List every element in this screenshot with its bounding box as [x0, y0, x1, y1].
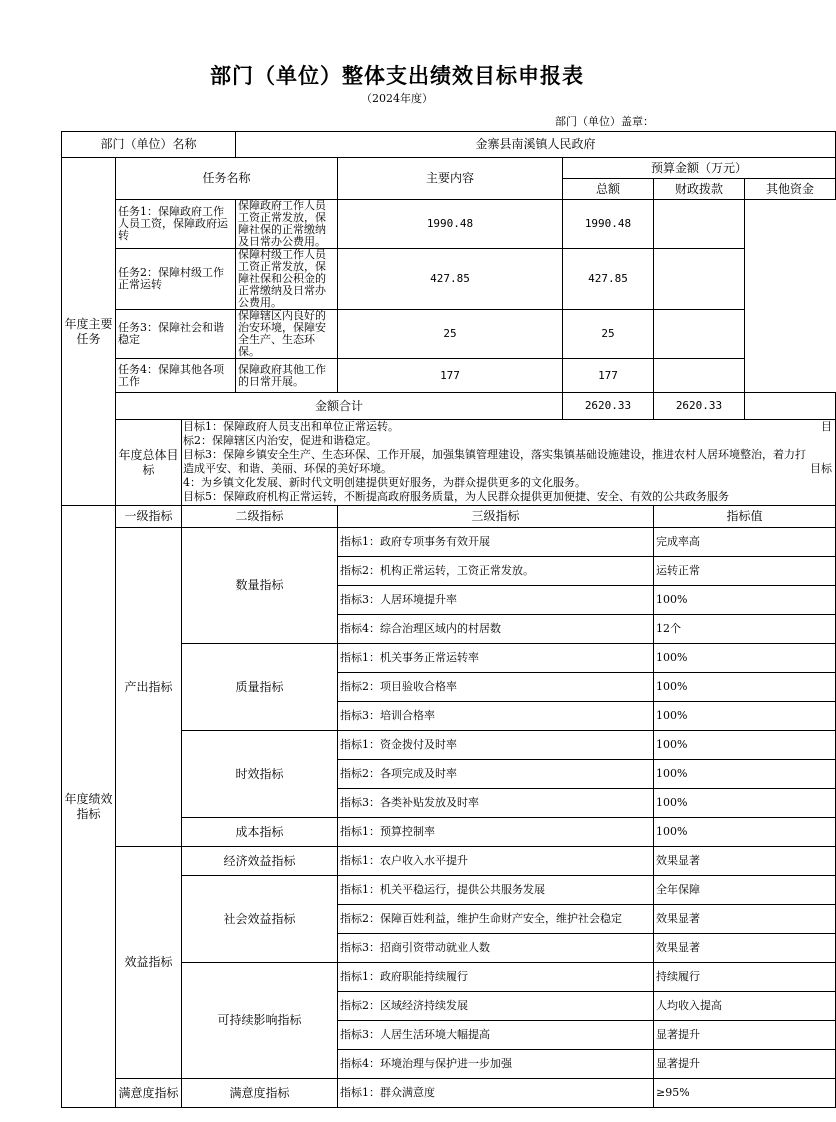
dept-label: 部门（单位）名称 — [62, 132, 236, 158]
indicator-value: 人均收入提高 — [654, 992, 836, 1021]
goals-text — [182, 420, 836, 506]
task-row — [62, 249, 836, 310]
tasks-header-row-1 — [62, 158, 836, 179]
task-content-header: 主要内容 — [338, 158, 563, 200]
form-title: 部门（单位）整体支出绩效目标申报表 — [210, 64, 584, 88]
indicator-value: 效果显著 — [654, 905, 836, 934]
task-name: 任务3：保障社会和谐稳定 — [116, 310, 236, 359]
form-body — [62, 132, 836, 1108]
indicator-value: 全年保障 — [654, 876, 836, 905]
form-year: （2024年度） — [361, 92, 433, 105]
task-name-header: 任务名称 — [116, 158, 338, 200]
goal-line: 目标1：保障政府人员支出和单位正常运转。 — [183, 420, 399, 433]
indicator-name: 指标1：机关平稳运行，提供公共服务发展 — [338, 876, 654, 905]
indicator-name: 指标2：保障百姓利益，维护生命财产安全，维护社会稳定 — [338, 905, 654, 934]
level2-cell: 可持续影响指标 — [182, 963, 338, 1079]
indicator-name: 指标3：人居生活环境大幅提高 — [338, 1021, 654, 1050]
indicator-value: 完成率高 — [654, 528, 836, 557]
indicator-value: 显著提升 — [654, 1050, 836, 1079]
task-total: 25 — [338, 310, 563, 359]
indicator-value: 100% — [654, 731, 836, 760]
task-total: 177 — [338, 359, 563, 393]
level2-cell: 时效指标 — [182, 731, 338, 818]
indicator-name: 指标1：机关事务正常运转率 — [338, 644, 654, 673]
indicator-row — [62, 1079, 836, 1108]
stamp-label: 部门（单位）盖章： — [555, 115, 654, 128]
task-fiscal: 427.85 — [563, 249, 654, 310]
goal-line: 4：为乡镇文化发展、新时代文明创建提供更好服务，为群众提供更多的文化服务。 — [183, 476, 586, 489]
indicator-name: 指标2：项目验收合格率 — [338, 673, 654, 702]
goal-line: 目标3：保障乡镇安全生产、生态环保、工作开展，加强集镇管理建设，落实集镇基础设施建设，推进农村人居环境整治，着力打 — [183, 448, 806, 461]
sum-label: 金额合计 — [116, 393, 563, 420]
goal-line: 目标5：保障政府机构正常运转，不断提高政府服务质量，为人民群众提供更加便捷、安全、有效的公共政务服务 — [183, 490, 729, 503]
indicator-name: 指标3：招商引资带动就业人数 — [338, 934, 654, 963]
indicator-value: 100% — [654, 673, 836, 702]
indicator-name: 指标2：区域经济持续发展 — [338, 992, 654, 1021]
task-name: 任务1：保障政府工作人员工资，保障政府运转 — [116, 200, 236, 249]
indicator-name: 指标2：各项完成及时率 — [338, 760, 654, 789]
goal-line-tail: 目 — [821, 420, 833, 433]
level2-cell: 成本指标 — [182, 818, 338, 847]
goal-line: 造成平安、和谐、美丽、环保的美好环境。 — [183, 462, 392, 475]
level2-cell: 满意度指标 — [182, 1079, 338, 1108]
indicator-row — [62, 528, 836, 557]
level1-cell: 效益指标 — [116, 847, 182, 1079]
indicator-value: 12个 — [654, 615, 836, 644]
tasks-section-label: 年度主要任务 — [62, 158, 116, 506]
indicator-name: 指标1：政府职能持续履行 — [338, 963, 654, 992]
task-row — [62, 200, 836, 249]
indicator-name: 指标3：人居环境提升率 — [338, 586, 654, 615]
sum-other — [745, 393, 836, 420]
task-content: 保障政府其他工作的日常开展。 — [236, 359, 338, 393]
indicator-name: 指标1：预算控制率 — [338, 818, 654, 847]
task-name: 任务2：保障村级工作正常运转 — [116, 249, 236, 310]
indicator-row — [62, 847, 836, 876]
task-fiscal: 1990.48 — [563, 200, 654, 249]
indicator-value: 100% — [654, 644, 836, 673]
sum-total: 2620.33 — [563, 393, 654, 420]
indicator-name: 指标1：农户收入水平提升 — [338, 847, 654, 876]
level2-cell: 社会效益指标 — [182, 876, 338, 963]
task-other — [654, 310, 745, 359]
task-total: 1990.48 — [338, 200, 563, 249]
level2-header: 二级指标 — [182, 506, 338, 528]
indicator-name: 指标1：资金拨付及时率 — [338, 731, 654, 760]
indicator-name: 指标3：各类补贴发放及时率 — [338, 789, 654, 818]
indicators-header-row — [62, 506, 836, 528]
task-fiscal: 25 — [563, 310, 654, 359]
level2-cell: 质量指标 — [182, 644, 338, 731]
tasks-sum-row — [62, 393, 836, 420]
task-row — [62, 359, 836, 393]
task-other — [654, 249, 745, 310]
task-content: 保障村级工作人员工资正常发放，保障社保和公积金的正常缴纳及日常办公费用。 — [236, 249, 338, 310]
level2-cell: 经济效益指标 — [182, 847, 338, 876]
level3-header: 三级指标 — [338, 506, 654, 528]
indicator-value: 100% — [654, 789, 836, 818]
value-header: 指标值 — [654, 506, 836, 528]
indicator-value: ≥95% — [654, 1079, 836, 1108]
indicator-name: 指标1：政府专项事务有效开展 — [338, 528, 654, 557]
level1-cell: 满意度指标 — [116, 1079, 182, 1108]
indicator-name: 指标4：环境治理与保护进一步加强 — [338, 1050, 654, 1079]
indicator-value: 100% — [654, 702, 836, 731]
task-fiscal: 177 — [563, 359, 654, 393]
indicator-value: 100% — [654, 586, 836, 615]
sum-fiscal: 2620.33 — [654, 393, 745, 420]
indicator-name: 指标1：群众满意度 — [338, 1079, 654, 1108]
goals-row — [62, 420, 836, 506]
indicator-value: 效果显著 — [654, 847, 836, 876]
task-name: 任务4：保障其他各项工作 — [116, 359, 236, 393]
task-content: 保障辖区内良好的治安环境，保障安全生产、生态环保。 — [236, 310, 338, 359]
level1-header: 一级指标 — [116, 506, 182, 528]
indicator-name: 指标3：培训合格率 — [338, 702, 654, 731]
dept-row — [62, 132, 836, 158]
goals-section-label: 年度总体目标 — [116, 420, 182, 506]
performance-form-table — [61, 131, 836, 1108]
level2-cell: 数量指标 — [182, 528, 338, 644]
task-content: 保障政府工作人员工资正常发放，保障社保的正常缴纳及日常办公费用。 — [236, 200, 338, 249]
indicator-name: 指标4：综合治理区域内的村居数 — [338, 615, 654, 644]
goal-line: 标2：保障辖区内治安，促进和谐稳定。 — [183, 434, 377, 447]
goal-line-tail: 目标 — [810, 462, 833, 475]
task-other — [654, 359, 745, 393]
indicator-value: 100% — [654, 760, 836, 789]
budget-fiscal-header: 财政拨款 — [654, 179, 745, 200]
indicator-name: 指标2：机构正常运转，工资正常发放。 — [338, 557, 654, 586]
indicator-value: 100% — [654, 818, 836, 847]
task-row — [62, 310, 836, 359]
task-total: 427.85 — [338, 249, 563, 310]
level1-cell: 产出指标 — [116, 528, 182, 847]
budget-total-header: 总额 — [563, 179, 654, 200]
dept-value: 金寨县南溪镇人民政府 — [236, 132, 836, 158]
indicator-value: 运转正常 — [654, 557, 836, 586]
indicator-value: 显著提升 — [654, 1021, 836, 1050]
indicator-value: 持续履行 — [654, 963, 836, 992]
indicators-section-label: 年度绩效指标 — [62, 506, 116, 1108]
budget-header: 预算金额（万元） — [563, 158, 836, 179]
budget-other-header: 其他资金 — [745, 179, 836, 200]
task-other — [654, 200, 745, 249]
indicator-value: 效果显著 — [654, 934, 836, 963]
